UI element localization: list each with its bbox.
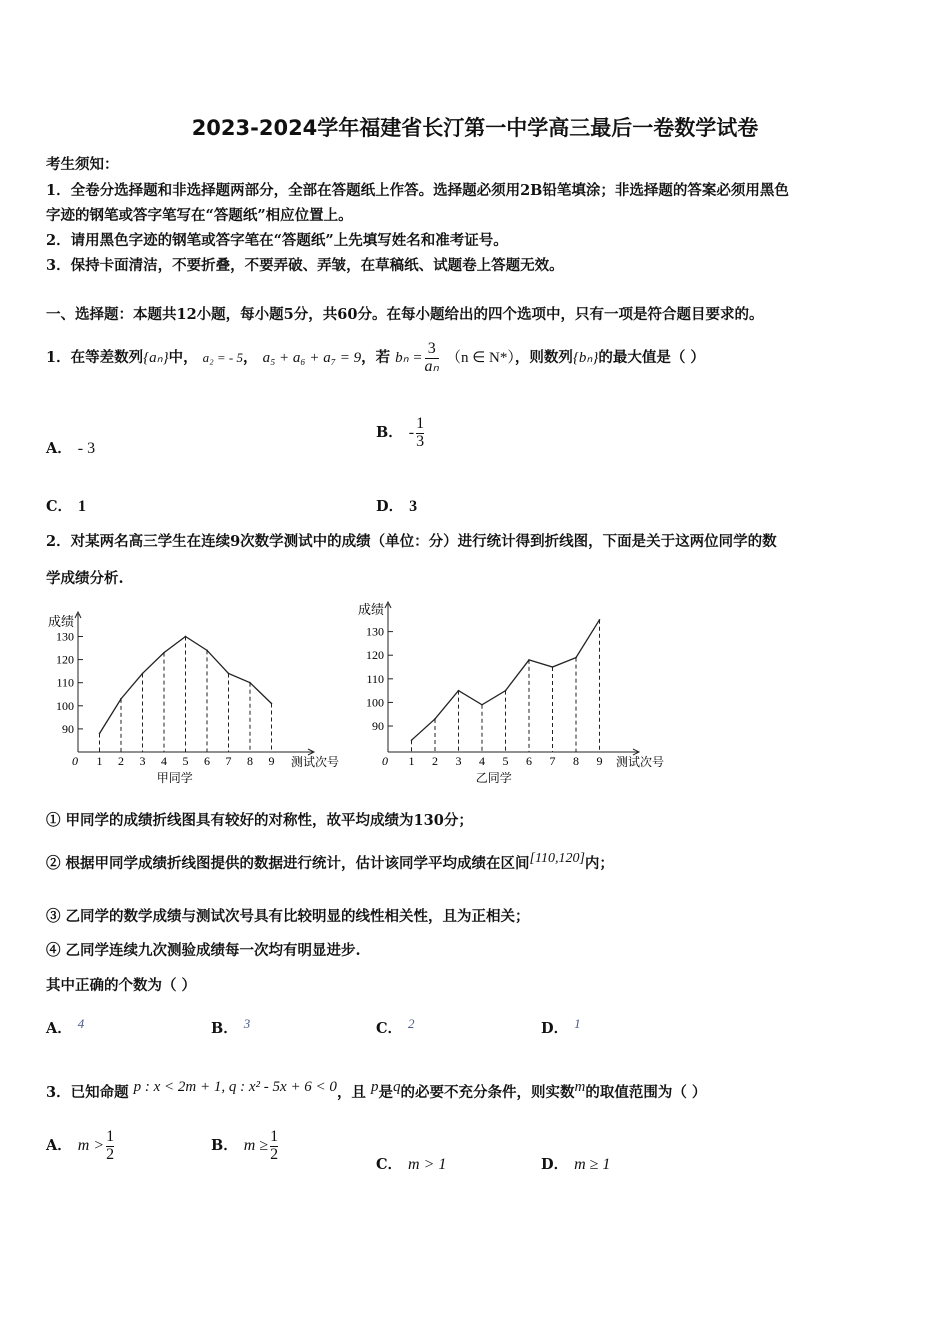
data-point xyxy=(575,657,577,659)
option-label: D． xyxy=(541,1156,569,1173)
fraction-numerator: 1 xyxy=(106,1127,115,1145)
question-3 xyxy=(46,1070,706,1110)
data-point xyxy=(411,739,413,741)
q1-suffix: 的最大值是（ ） xyxy=(598,349,705,366)
option-value: m > 1 xyxy=(408,1156,447,1173)
chart-yi xyxy=(350,600,680,790)
q3-propositions: p : x < 2m + 1, q : x² - 5x + 6 < 0 xyxy=(133,1079,337,1095)
y-tick-label: 120 xyxy=(366,648,384,663)
data-point xyxy=(434,718,436,720)
option-label: D． xyxy=(541,1020,569,1037)
chart-jia xyxy=(40,600,360,790)
option-sign: - xyxy=(408,424,415,441)
x-tick-label: 3 xyxy=(455,754,462,768)
question-2-line1: 2．对某两名高三学生在连续9次数学测试中的成绩（单位：分）进行统计得到折线图，下面是关于这两位同学的数 xyxy=(46,533,777,550)
x-tick-label: 6 xyxy=(526,754,532,768)
x-tick-label: 1 xyxy=(96,754,103,768)
q2-option-c[interactable] xyxy=(376,1016,415,1038)
q3-q: q xyxy=(393,1079,401,1095)
data-point xyxy=(99,733,101,735)
option-value: 1 xyxy=(574,1016,581,1031)
fraction-denominator: 2 xyxy=(106,1145,115,1163)
section-heading: 一、选择题：本题共12小题，每小题5分，共60分。在每小题给出的四个选项中，只有一项是符合题目要求的。 xyxy=(46,306,764,323)
q1-sequence-b: {bₙ} xyxy=(572,350,599,366)
x-tick-label: 8 xyxy=(247,754,253,768)
q1-bn-denominator: aₙ xyxy=(424,357,439,375)
q1-text: ，则数列 xyxy=(514,349,573,366)
option-label: D． xyxy=(376,498,404,515)
fraction-denominator: 3 xyxy=(416,432,425,450)
q3-option-d[interactable] xyxy=(541,1153,610,1174)
q3-text: 是 xyxy=(378,1084,393,1101)
x-axis-label: 测试次号 xyxy=(616,755,665,769)
option-label: C． xyxy=(376,1156,403,1173)
x-tick-label: 8 xyxy=(573,754,579,768)
data-point xyxy=(120,698,122,700)
y-axis-label: 成绩 xyxy=(48,614,75,629)
y-tick-label: 90 xyxy=(372,719,384,734)
option-fraction xyxy=(270,1129,278,1164)
notice-item: 字迹的钢笔或答字笔写在“答题纸”相应位置上。 xyxy=(46,207,353,224)
x-tick-label: 9 xyxy=(596,754,603,768)
data-point xyxy=(163,652,165,654)
data-point xyxy=(142,673,144,675)
q2-option-d[interactable] xyxy=(541,1016,581,1038)
notice-item: 2．请用黑色字迹的钢笔或答字笔在“答题纸”上先填写姓名和准考证号。 xyxy=(46,232,508,249)
q2-option-b[interactable] xyxy=(211,1016,250,1038)
question-1 xyxy=(46,336,705,380)
q3-text: ，且 xyxy=(336,1084,366,1101)
q3-option-b[interactable] xyxy=(211,1126,280,1166)
data-point xyxy=(458,690,460,692)
x-tick-label: 9 xyxy=(268,754,275,768)
y-axis-label: 成绩 xyxy=(358,602,385,617)
q1-text: 中， xyxy=(168,349,198,366)
q3-text: 的必要不充分条件，则实数 xyxy=(400,1084,575,1101)
q3-m: m xyxy=(574,1079,586,1095)
fraction-denominator: 2 xyxy=(270,1145,279,1163)
statement-text: ② 根据甲同学成绩折线图提供的数据进行统计，估计该同学平均成绩在区间 xyxy=(46,855,530,872)
x-axis-label: 测试次号 xyxy=(291,755,340,769)
x-tick-label: 1 xyxy=(408,754,415,768)
q1-comma: ， xyxy=(243,349,258,366)
x-tick-label: 4 xyxy=(479,754,485,768)
option-label: C． xyxy=(46,498,73,515)
q1-condition-1: a₂ = - 5 xyxy=(202,350,244,365)
x-tick-label: 7 xyxy=(549,754,556,768)
q1-text: ，若 xyxy=(361,349,391,366)
x-tick-label: 2 xyxy=(432,754,438,768)
data-point xyxy=(528,659,530,661)
y-tick-label: 110 xyxy=(56,675,74,690)
interval: [110,120] xyxy=(529,851,585,866)
option-value: 3 xyxy=(243,1016,251,1031)
notice-item: 3．保持卡面清洁，不要折叠，不要弄破、弄皱，在草稿纸、试题卷上答题无效。 xyxy=(46,257,564,274)
x-tick-label: 5 xyxy=(502,754,509,768)
q2-statement-2 xyxy=(46,851,614,873)
q1-option-b[interactable] xyxy=(376,413,426,453)
statement-text: 内； xyxy=(584,855,614,872)
q1-condition-2: a₅ + a₆ + a₇ = 9 xyxy=(262,350,362,366)
notice-item: 1．全卷分选择题和非选择题两部分，全部在答题纸上作答。选择题必须用2B铅笔填涂；非选择题的答案必须用黑色 xyxy=(46,182,789,199)
q1-bn-lhs: bₙ = xyxy=(395,350,423,366)
y-tick-label: 130 xyxy=(56,629,74,644)
data-point xyxy=(206,650,208,652)
option-value: m ≥ 1 xyxy=(574,1156,611,1173)
notice-heading: 考生须知： xyxy=(46,156,119,173)
q3-p: p xyxy=(371,1079,379,1095)
option-lhs: m ≥ xyxy=(243,1137,269,1154)
fraction-numerator: 1 xyxy=(416,414,425,432)
y-tick-label: 110 xyxy=(366,671,384,686)
option-value: 3 xyxy=(409,498,418,515)
option-value: 1 xyxy=(78,498,87,515)
x-tick-label: 3 xyxy=(139,754,146,768)
question-2-line2: 学成绩分析. xyxy=(46,570,124,587)
option-fraction xyxy=(416,416,424,451)
option-label: A． xyxy=(46,1137,72,1154)
q3-option-c[interactable] xyxy=(376,1153,446,1174)
y-tick-label: 100 xyxy=(56,698,74,713)
x-tick-label: 6 xyxy=(204,754,210,768)
q3-prefix: 3．已知命题 xyxy=(46,1084,129,1101)
option-label: C． xyxy=(376,1020,403,1037)
y-tick-label: 100 xyxy=(366,695,384,710)
q3-option-a[interactable] xyxy=(46,1126,116,1166)
y-tick-label: 90 xyxy=(62,721,74,736)
option-label: A． xyxy=(46,1020,72,1037)
option-label: B． xyxy=(211,1137,238,1154)
data-point xyxy=(599,619,601,621)
option-fraction xyxy=(106,1129,114,1164)
q1-prefix: 1．在等差数列 xyxy=(46,349,144,366)
y-tick-label: 130 xyxy=(366,624,384,639)
chart-title: 甲同学 xyxy=(156,771,193,785)
option-label: A． xyxy=(46,440,72,457)
q1-bn-numerator: 3 xyxy=(427,339,436,357)
data-point xyxy=(505,690,507,692)
fraction-numerator: 1 xyxy=(270,1127,279,1145)
q1-bn-fraction xyxy=(425,341,439,376)
x-tick-label: 5 xyxy=(182,754,189,768)
x-tick-label: 4 xyxy=(161,754,167,768)
q3-suffix: 的取值范围为（ ） xyxy=(585,1084,707,1101)
y-tick-label: 120 xyxy=(56,652,74,667)
q1-domain: （n ∈ N*） xyxy=(445,350,515,366)
q2-question: 其中正确的个数为（ ） xyxy=(46,977,197,994)
q2-statement-3: ③ 乙同学的数学成绩与测试次号具有比较明显的线性相关性，且为正相关； xyxy=(46,908,530,925)
q2-statement-1: ① 甲同学的成绩折线图具有较好的对称性，故平均成绩为130分； xyxy=(46,812,473,829)
chart-title: 乙同学 xyxy=(475,771,512,785)
data-point xyxy=(552,666,554,668)
data-point xyxy=(228,673,230,675)
data-point xyxy=(481,704,483,706)
option-lhs: m > xyxy=(77,1137,105,1154)
data-point xyxy=(249,682,251,684)
q1-option-a[interactable] xyxy=(46,437,95,458)
option-label: B． xyxy=(376,424,403,441)
q1-option-d[interactable] xyxy=(376,495,417,516)
option-value: - 3 xyxy=(77,440,96,457)
page-title: 2023-2024学年福建省长汀第一中学高三最后一卷数学试卷 xyxy=(191,116,759,140)
option-value: 4 xyxy=(77,1016,85,1031)
q2-statement-4: ④ 乙同学连续九次测验成绩每一次均有明显进步. xyxy=(46,942,361,959)
data-point xyxy=(185,636,187,638)
option-value: 2 xyxy=(408,1016,415,1031)
q1-sequence-a: {aₙ} xyxy=(143,350,169,366)
x-tick-label: 7 xyxy=(225,754,232,768)
q1-option-c[interactable] xyxy=(46,495,86,516)
data-point xyxy=(271,703,273,705)
origin-label: 0 xyxy=(382,754,388,768)
q2-option-a[interactable] xyxy=(46,1016,84,1038)
x-tick-label: 2 xyxy=(118,754,124,768)
option-label: B． xyxy=(211,1020,238,1037)
origin-label: 0 xyxy=(72,754,78,768)
